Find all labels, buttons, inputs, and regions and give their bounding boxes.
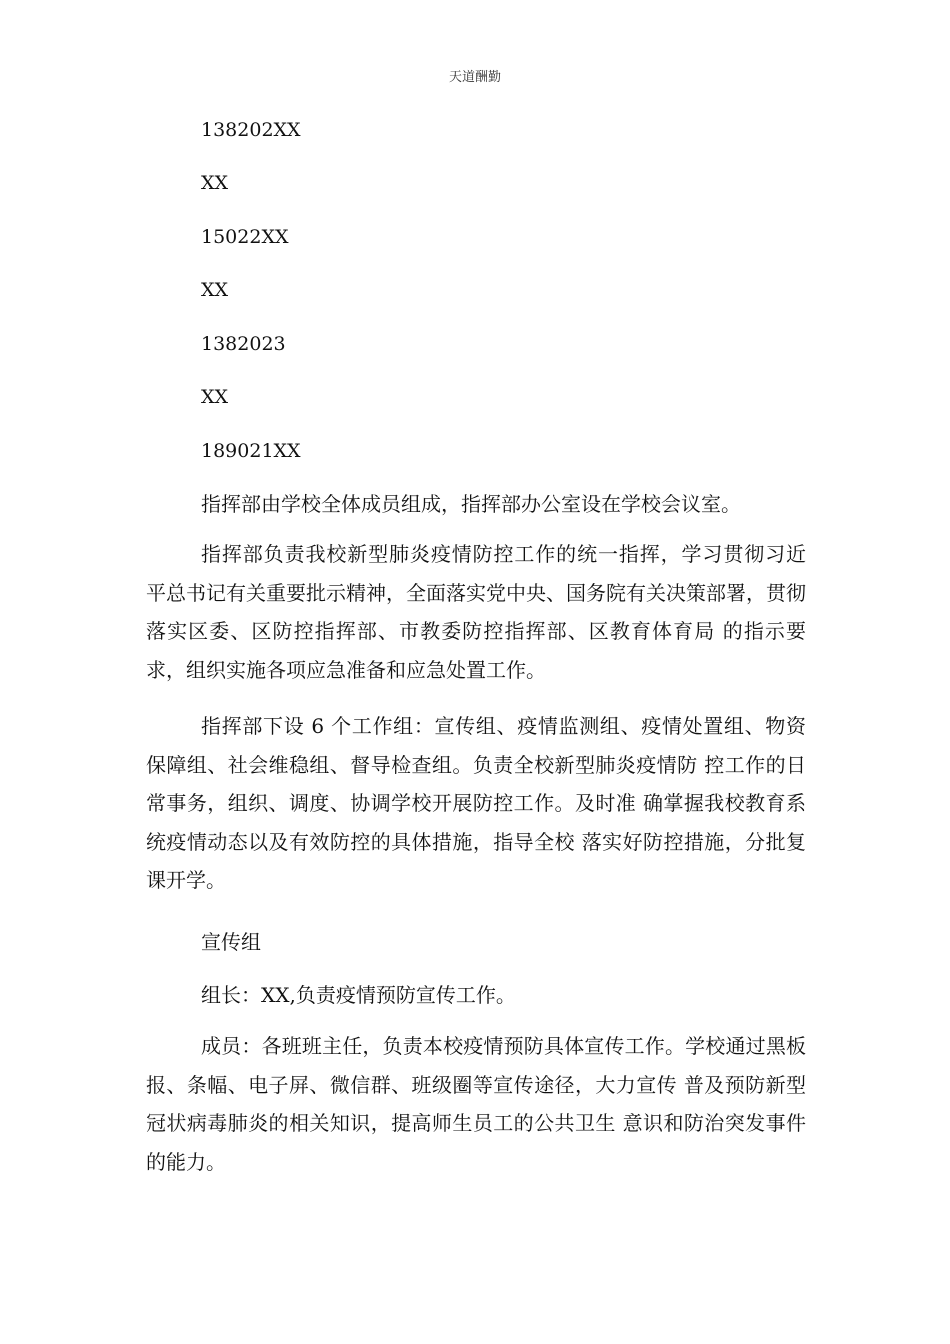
contact-line: XX — [201, 279, 229, 301]
paragraph-group-members: 成员：各班班主任，负责本校疫情预防具体宣传工作。学校通过黑板报、条幅、电子屏、微信群、班级圈等宣传途径，大力宣传 普及预防新型冠状病毒肺炎的相关知识，提高师生员工的公共卫生 意识和防治突发事件的能力。 — [146, 1034, 806, 1174]
contact-line: XX — [201, 386, 229, 408]
contact-line: 138202XX — [201, 119, 301, 141]
paragraph-hq-responsibility: 指挥部负责我校新型肺炎疫情防控工作的统一指挥，学习贯彻习近 平总书记有关重要批示精神，全面落实党中央、国务院有关决策部署，贯彻落实区委、区防控指挥部、市教委防控指挥部、区教育体育局 的指示要求，组织实施各项应急准备和应急处置工作。 — [146, 542, 806, 682]
paragraph-group-leader: 组长：XX,负责疫情预防宣传工作。 — [201, 983, 516, 1007]
contact-line: 1382023 — [201, 333, 286, 355]
paragraph-hq-composition: 指挥部由学校全体成员组成，指挥部办公室设在学校会议室。 — [201, 492, 741, 516]
contact-line: XX — [201, 172, 229, 194]
section-heading-publicity-group: 宣传组 — [201, 930, 261, 954]
contact-line: 189021XX — [201, 440, 301, 462]
paragraph-working-groups: 指挥部下设 6 个工作组：宣传组、疫情监测组、疫情处置组、物资保障组、社会维稳组、督导检查组。负责全校新型肺炎疫情防 控工作的日常事务，组织、调度、协调学校开展防控工作。及时准 确掌握我校教育系统疫情动态以及有效防控的具体措施，指导全校 落实好防控措施，分批复课开学。 — [146, 714, 806, 892]
contact-line: 15022XX — [201, 226, 289, 248]
page-header: 天道酬勤 — [448, 70, 501, 85]
